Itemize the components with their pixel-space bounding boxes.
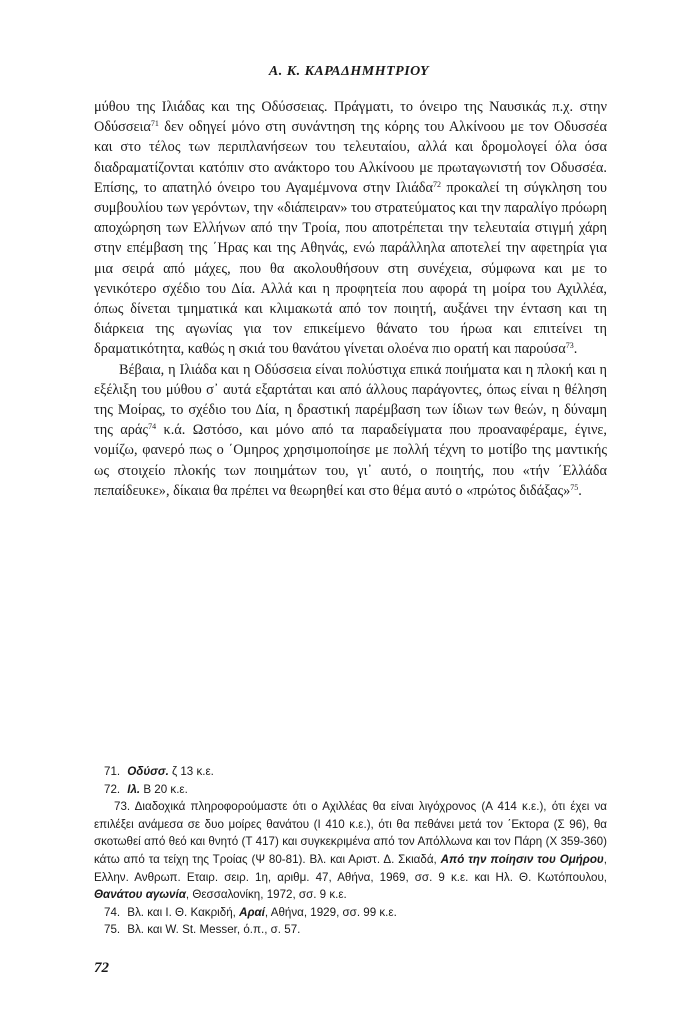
text-span: στην Οδύσσεια bbox=[94, 99, 608, 136]
footnote-ref-75[interactable]: 75 bbox=[570, 482, 579, 492]
footnote-number: 75. bbox=[104, 923, 121, 937]
text-span: . bbox=[573, 341, 578, 358]
paragraph-1 bbox=[94, 97, 607, 360]
footnote-number: 72. bbox=[104, 782, 121, 796]
footnote-71 bbox=[94, 763, 607, 781]
footnote-text: Διαδοχικά πληροφορούμαστε ότι ο Αχιλλέας θα είναι λιγόχρονος (Α 414 κ.ε.), ότι έχει να επιλέξει ανάμεσα σε δυο μοίρες θανάτου (Ι 410 κ.ε.), ότι θα πεθάνει μετά τον ΄Εκτορα (Σ 96), θα σκοτωθεί από θεό και θνητό (Τ 417) και συγκεκριμένα από τον Απόλλωνα και τον Πάρη (Χ 359-360) κάτω από τα τείχη της Τροίας (Ψ 80-81). Βλ. και Αριστ. Δ. Σκιαδά, bbox=[94, 800, 607, 866]
footnote-text: ζ 13 κ.ε. bbox=[168, 765, 214, 778]
text-span: μύθου της Ιλιάδας και της Οδύσσειας. Πράγματι, το όνειρο της Ναυσικάς π.χ. bbox=[94, 99, 574, 115]
footnote-text: , Ελλην. Ανθρωπ. Εταιρ. σειρ. 1η, αριθμ. 47, Αθήνα, 1969, σσ. 9 κ.ε. και Ηλ. Θ. Κωτόπουλου, bbox=[94, 852, 607, 884]
footnote-72 bbox=[94, 781, 607, 799]
footnote-text: Βλ. και W. St. Messer, ό.π., σ. 57. bbox=[127, 923, 301, 937]
citation-title: Θανάτου αγωνία bbox=[94, 888, 186, 902]
footnote-text: Β 20 κ.ε. bbox=[140, 782, 188, 796]
footnote-ref-72[interactable]: 72 bbox=[432, 179, 441, 189]
footnote-ref-71[interactable]: 71 bbox=[150, 119, 159, 129]
text-span: Βέβαια, η Ιλιάδα και η Οδύσσεια είναι πολύστιχα επικά ποιήματα και η πλοκή και η εξέλιξη του μύθου σ᾽ αυτά εξαρτάται και από άλλους παράγοντες, όπως είναι η θέληση της Μοίρας, το σχέδιο του Δία, η δραστική παρέμβαση των ίδιων των θεών, η δύναμη της αράς bbox=[94, 361, 607, 439]
text-span: προκαλεί τη σύγκληση του συμβουλίου των γερόντων, την «διάπειραν» του στρατεύματος και την παραλίγο πρόωρη αποχώρηση των Ελλήνων από την Τροία, που αποτρέπεται την τελευταία στιγμή χάρη στην επέμβαση της ΄Ηρας και της Αθηνάς, ενώ παράλληλα αποτελεί την αφετηρία για μια σειρά από μάχες, που θα ακολουθήσουν στη συνέχεια, σύμφωνα και με το γενικότερο σχέδιο του Δία. Αλλά και η προφητεία που αφορά τη μοίρα του Αχιλλέα, όπως δίνεται τμηματικά και κλιμακωτά από τον ποιητή, αυξάνει την ένταση και τη διάρκεια της αγωνίας για τον επικείμενο θάνατο του ήρωα και επιτείνει τη δραματικότητα, καθώς η σκιά του θανάτου γίνεται ολοένα πιο ορατή και παρούσα bbox=[94, 179, 607, 358]
main-text bbox=[94, 97, 607, 501]
footnote-number: 74. bbox=[104, 905, 121, 919]
paragraph-2 bbox=[94, 360, 607, 501]
text-span: κ.ά. Ωστόσο, και μόνο από τα παραδείγματα που προαναφέραμε, έγινε, νομίζω, φανερό πως ο ΄Ομηρος χρησιμοποίησε με πολλή τέχνη το μοτίβο της μαντικής ως στοιχείο πλοκής των ποιημάτων του, γι᾽ αυτό, ο ποιητής, που «τήν ΄Ελλάδα πεπαίδευκε», δίκαια θα πρέπει να θεωρηθεί και στο θέμα αυτό ο «πρώτος διδάξας» bbox=[94, 422, 607, 499]
citation-title: Από την ποίησιν του Ομήρου bbox=[440, 852, 604, 866]
footnote-75 bbox=[94, 921, 607, 939]
footnote-text: , Θεσσαλονίκη, 1972, σσ. 9 κ.ε. bbox=[185, 888, 347, 902]
running-header: Α. Κ. ΚΑΡΑΔΗΜΗΤΡΙΟΥ bbox=[268, 64, 430, 79]
page-number: 72 bbox=[94, 960, 109, 976]
citation-title: Οδύσσ. bbox=[127, 765, 169, 778]
footnote-text: Βλ. και Ι. Θ. Κακριδή, bbox=[127, 905, 240, 919]
citation-title: Ιλ. bbox=[127, 782, 141, 796]
footnote-74 bbox=[94, 904, 607, 922]
footnote-ref-73[interactable]: 73 bbox=[565, 341, 574, 351]
footnote-ref-74[interactable]: 74 bbox=[148, 422, 157, 432]
footnote-number: 71. bbox=[104, 765, 121, 778]
footnote-text: , Αθήνα, 1929, σσ. 99 κ.ε. bbox=[264, 905, 397, 919]
footnote-73 bbox=[94, 798, 607, 904]
text-span: δεν οδηγεί μόνο στη συνάντηση της κόρης του Αλκίνοου με τον Οδυσσέα και στο τέλος των περιπλανήσεων του τελευταίου, αλλά και δρομολογεί όλα όσα διαδραματίζονται κατόπιν στο ανάκτορο του Αλκίνοου με πρωταγωνιστή τον Οδυσσέα. Επίσης, το απατηλό όνειρο του Αγαμέμνονα στην Ιλιάδα bbox=[94, 119, 607, 196]
text-span: . bbox=[578, 482, 582, 499]
citation-title: Αραί bbox=[239, 905, 265, 919]
footnote-number: 73. bbox=[114, 800, 131, 814]
footnotes bbox=[94, 763, 607, 939]
